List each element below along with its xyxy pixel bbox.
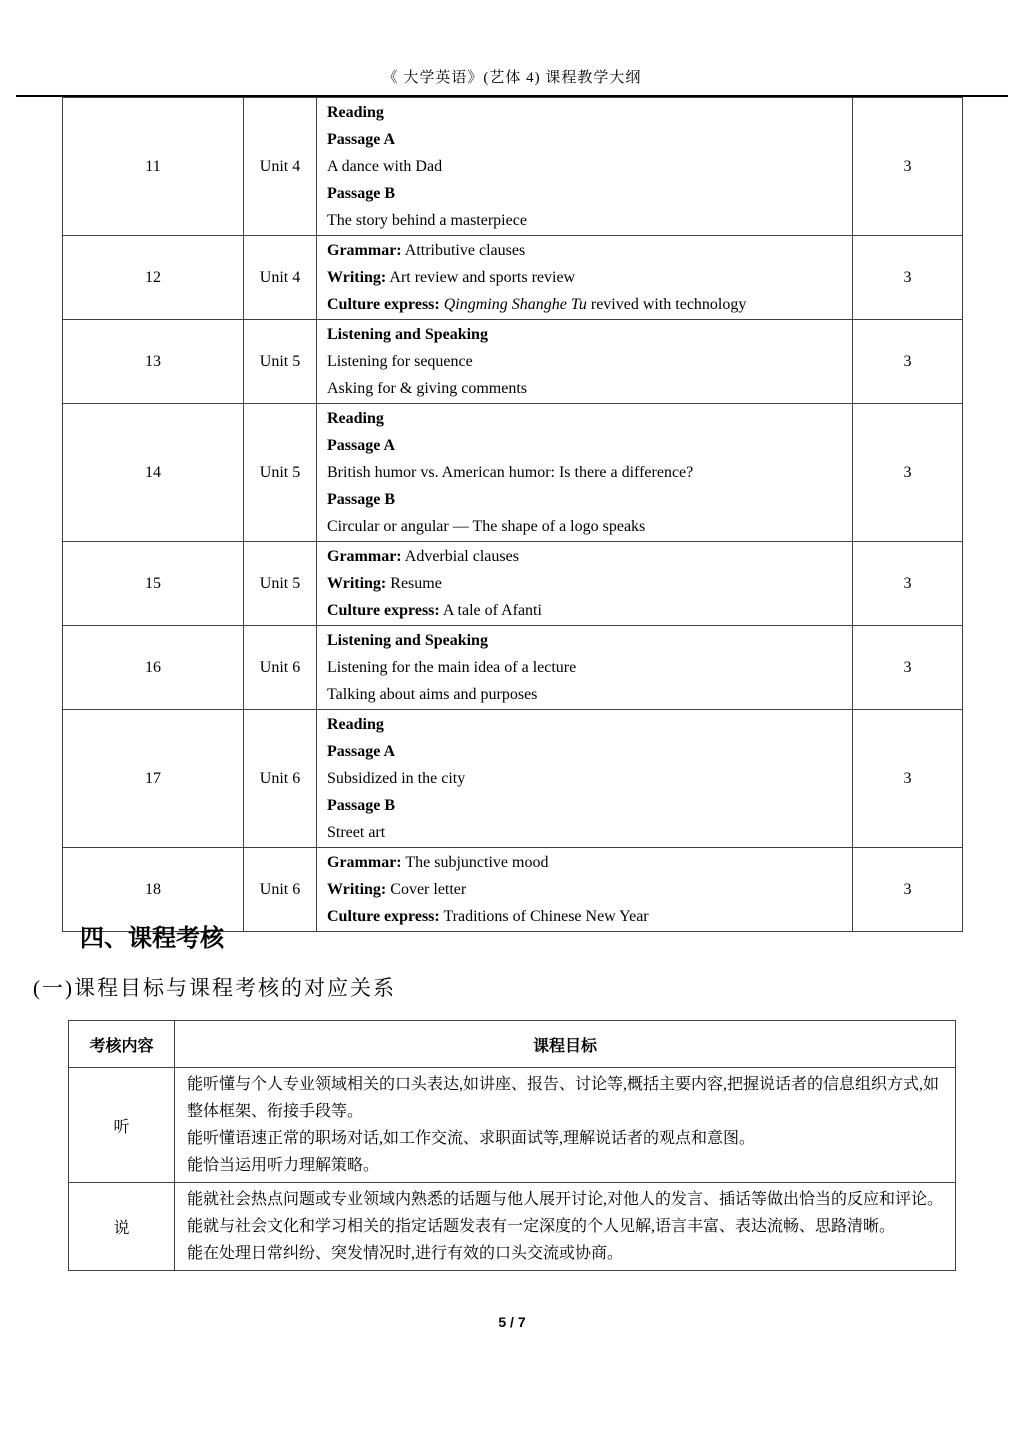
- schedule-row: [63, 98, 963, 236]
- content-cell: [317, 236, 853, 320]
- hours-cell: 3: [853, 404, 963, 542]
- text-segment: Passage B: [327, 491, 395, 508]
- content-line: [327, 738, 852, 765]
- text-segment: Qingming Shanghe Tu: [443, 296, 587, 313]
- content-cell: [317, 404, 853, 542]
- text-segment: Traditions of Chinese New Year: [439, 908, 649, 925]
- hours-cell: 3: [853, 710, 963, 848]
- text-segment: Passage B: [327, 797, 395, 814]
- content-line: [327, 711, 852, 738]
- text-segment: Writing:: [327, 575, 387, 592]
- text-segment: Grammar:: [327, 548, 402, 565]
- schedule-row: [63, 404, 963, 542]
- content-line: [327, 903, 852, 930]
- unit-cell: Unit 5: [244, 404, 317, 542]
- text-segment: Art review and sports review: [386, 269, 576, 286]
- text-segment: Passage B: [327, 185, 395, 202]
- week-cell: 15: [63, 542, 244, 626]
- unit-cell: Unit 5: [244, 320, 317, 404]
- text-segment: The story behind a masterpiece: [327, 212, 527, 229]
- text-segment: Passage A: [327, 131, 395, 148]
- week-cell: 16: [63, 626, 244, 710]
- content-line: [327, 405, 852, 432]
- schedule-row: [63, 236, 963, 320]
- content-line: [327, 375, 852, 402]
- text-segment: The subjunctive mood: [401, 854, 549, 871]
- content-line: [327, 291, 852, 318]
- course-objective-cell: [175, 1068, 956, 1183]
- text-segment: A dance with Dad: [327, 158, 443, 175]
- content-line: [327, 486, 852, 513]
- content-cell: [317, 848, 853, 932]
- assessment-mapping-table: [68, 1020, 956, 1271]
- text-segment: Talking about aims and purposes: [327, 686, 538, 703]
- content-line: [327, 180, 852, 207]
- week-cell: 13: [63, 320, 244, 404]
- content-cell: [317, 626, 853, 710]
- content-line: [327, 99, 852, 126]
- text-segment: Culture express:: [327, 296, 440, 313]
- content-line: [327, 207, 852, 234]
- text-segment: Grammar:: [327, 854, 402, 871]
- week-cell: 17: [63, 710, 244, 848]
- objective-paragraph: 能听懂与个人专业领域相关的口头表达,如讲座、报告、讨论等,概括主要内容,把握说话者的信息组织方式,如整体框架、衔接手段等。: [187, 1076, 940, 1120]
- text-segment: Culture express:: [327, 602, 440, 619]
- content-line: [327, 597, 852, 624]
- content-line: [327, 792, 852, 819]
- text-segment: Reading: [327, 410, 384, 427]
- schedule-row: [63, 710, 963, 848]
- content-line: [327, 849, 852, 876]
- assessment-label-cell: 说: [69, 1183, 175, 1271]
- assessment-row: [69, 1183, 956, 1271]
- page-number: 5 / 7: [498, 1314, 526, 1330]
- text-segment: Passage A: [327, 743, 395, 760]
- text-segment: Writing:: [327, 881, 387, 898]
- unit-cell: Unit 6: [244, 710, 317, 848]
- text-segment: Listening for sequence: [327, 353, 473, 370]
- text-segment: Listening and Speaking: [327, 326, 488, 343]
- hours-cell: 3: [853, 848, 963, 932]
- schedule-row: [63, 626, 963, 710]
- content-line: [327, 513, 852, 540]
- content-line: [327, 459, 852, 486]
- subsection-heading-objective-mapping: (一)课程目标与课程考核的对应关系: [33, 976, 396, 1000]
- text-segment: Cover letter: [386, 881, 467, 898]
- assessment-header-row: [69, 1021, 956, 1068]
- content-cell: [317, 98, 853, 236]
- content-line: [327, 570, 852, 597]
- content-line: [327, 153, 852, 180]
- text-segment: A tale of Afanti: [439, 602, 542, 619]
- text-segment: Reading: [327, 104, 384, 121]
- week-cell: 11: [63, 98, 244, 236]
- week-cell: 14: [63, 404, 244, 542]
- text-segment: Asking for & giving comments: [327, 380, 527, 397]
- hours-cell: 3: [853, 626, 963, 710]
- content-line: [327, 765, 852, 792]
- text-segment: revived with technology: [586, 296, 747, 313]
- content-line: [327, 876, 852, 903]
- schedule-row: [63, 320, 963, 404]
- content-cell: [317, 542, 853, 626]
- course-schedule-table: [62, 97, 963, 932]
- text-segment: Attributive clauses: [401, 242, 526, 259]
- content-line: [327, 348, 852, 375]
- unit-cell: Unit 6: [244, 848, 317, 932]
- content-cell: [317, 320, 853, 404]
- content-line: [327, 237, 852, 264]
- assessment-label-cell: 听: [69, 1068, 175, 1183]
- text-segment: Circular or angular — The shape of a logo speaks: [327, 518, 646, 535]
- hours-cell: 3: [853, 320, 963, 404]
- objective-paragraph: 能恰当运用听力理解策略。: [187, 1157, 380, 1174]
- text-segment: Listening and Speaking: [327, 632, 488, 649]
- content-line: [327, 264, 852, 291]
- text-segment: Adverbial clauses: [401, 548, 519, 565]
- course-objective-cell: [175, 1183, 956, 1271]
- content-line: [327, 819, 852, 846]
- unit-cell: Unit 4: [244, 236, 317, 320]
- text-segment: Grammar:: [327, 242, 402, 259]
- content-line: [327, 681, 852, 708]
- hours-cell: 3: [853, 98, 963, 236]
- content-line: [327, 432, 852, 459]
- unit-cell: Unit 4: [244, 98, 317, 236]
- objective-paragraph: 能就社会热点问题或专业领域内熟悉的话题与他人展开讨论,对他人的发言、插话等做出恰当的反应和评论。: [187, 1191, 944, 1208]
- unit-cell: Unit 6: [244, 626, 317, 710]
- objective-paragraph: 能就与社会文化和学习相关的指定话题发表有一定深度的个人见解,语言丰富、表达流畅、思路清晰。: [187, 1218, 896, 1235]
- unit-cell: Unit 5: [244, 542, 317, 626]
- text-segment: Resume: [386, 575, 442, 592]
- content-line: [327, 126, 852, 153]
- text-segment: British humor vs. American humor: Is there a difference?: [327, 464, 694, 481]
- hours-cell: 3: [853, 542, 963, 626]
- assessment-row: [69, 1068, 956, 1183]
- text-segment: Subsidized in the city: [327, 770, 466, 787]
- content-line: [327, 321, 852, 348]
- content-cell: [317, 710, 853, 848]
- content-line: [327, 654, 852, 681]
- text-segment: Culture express:: [327, 908, 440, 925]
- text-segment: Passage A: [327, 437, 395, 454]
- text-segment: Writing:: [327, 269, 387, 286]
- text-segment: Reading: [327, 716, 384, 733]
- section-heading-course-assessment: 四、课程考核: [80, 925, 224, 952]
- schedule-row: [63, 542, 963, 626]
- text-segment: Listening for the main idea of a lecture: [327, 659, 577, 676]
- objective-paragraph: 能听懂语速正常的职场对话,如工作交流、求职面试等,理解说话者的观点和意图。: [187, 1130, 756, 1147]
- course-objective-header: 课程目标: [175, 1021, 956, 1068]
- week-cell: 18: [63, 848, 244, 932]
- document-title: 《 大学英语》(艺体 4) 课程教学大纲: [382, 70, 642, 86]
- week-cell: 12: [63, 236, 244, 320]
- hours-cell: 3: [853, 236, 963, 320]
- content-line: [327, 627, 852, 654]
- assessment-content-header: 考核内容: [69, 1021, 175, 1068]
- text-segment: Street art: [327, 824, 386, 841]
- objective-paragraph: 能在处理日常纠纷、突发情况时,进行有效的口头交流或协商。: [187, 1245, 624, 1262]
- content-line: [327, 543, 852, 570]
